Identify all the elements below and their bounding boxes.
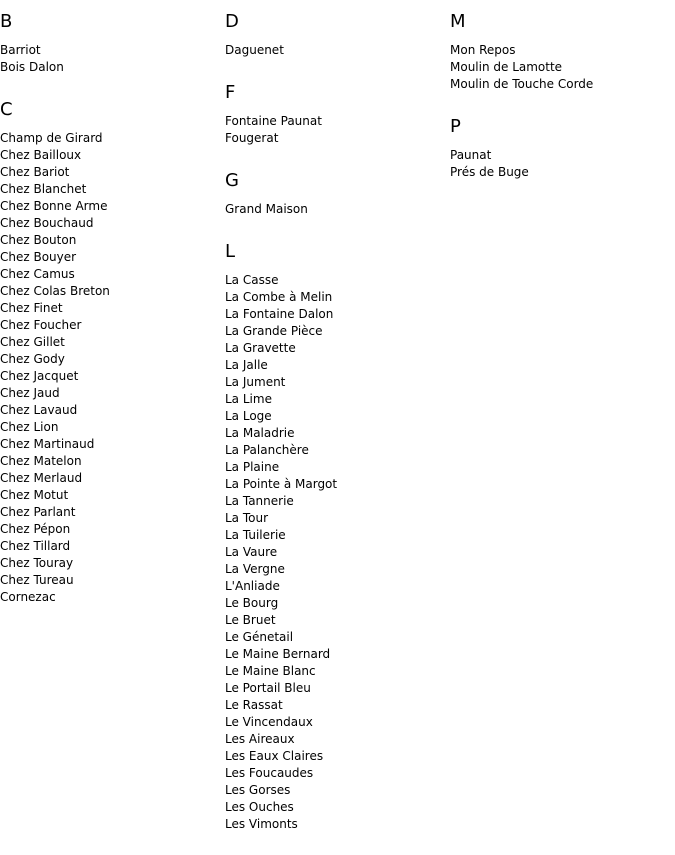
place-name: La Vaure <box>225 545 278 559</box>
place-name: Les Gorses <box>225 783 291 797</box>
place-name: Grand Maison <box>225 202 308 216</box>
place-name: Chez Matelon <box>0 454 82 468</box>
place-name: Chez Martinaud <box>0 437 95 451</box>
place-name: Chez Blanchet <box>0 182 87 196</box>
place-name: Le Rassat <box>225 698 283 712</box>
place-name: La Pointe à Margot <box>225 477 338 491</box>
index-column-1 <box>0 10 220 628</box>
letter-group <box>450 115 675 181</box>
letter-heading: B <box>0 11 13 32</box>
letter-heading: P <box>450 116 461 137</box>
place-name: Chez Pépon <box>0 522 71 536</box>
letter-group <box>225 81 445 147</box>
letter-heading: F <box>225 82 236 103</box>
place-name: Champ de Girard <box>0 131 103 145</box>
place-name: La Jument <box>225 375 286 389</box>
place-list <box>450 42 675 93</box>
place-name: Chez Finet <box>0 301 63 315</box>
place-list <box>225 42 445 59</box>
place-name: Chez Tillard <box>0 539 71 553</box>
place-list <box>0 130 220 606</box>
letter-heading: G <box>225 170 239 191</box>
place-name: Mon Repos <box>450 43 516 57</box>
place-name: Chez Bariot <box>0 165 70 179</box>
place-name: La Casse <box>225 273 279 287</box>
letter-heading: L <box>225 241 236 262</box>
place-name: La Jalle <box>225 358 268 372</box>
place-name: La Palanchère <box>225 443 309 457</box>
letter-group <box>225 240 445 833</box>
place-name: Le Maine Blanc <box>225 664 316 678</box>
place-name: Prés de Buge <box>450 165 529 179</box>
letter-heading: C <box>0 99 13 120</box>
place-name: La Lime <box>225 392 272 406</box>
place-name: Moulin de Touche Corde <box>450 77 594 91</box>
place-name: Chez Gillet <box>0 335 65 349</box>
place-name: Chez Motut <box>0 488 69 502</box>
place-name: Les Eaux Claires <box>225 749 324 763</box>
place-list <box>225 113 445 147</box>
place-name: La Combe à Melin <box>225 290 333 304</box>
place-name: L'Anliade <box>225 579 280 593</box>
place-name: Les Ouches <box>225 800 294 814</box>
place-name: La Grande Pièce <box>225 324 323 338</box>
place-name: Chez Gody <box>0 352 65 366</box>
letter-heading: D <box>225 11 239 32</box>
place-name: Chez Tureau <box>0 573 74 587</box>
letter-group <box>450 10 675 93</box>
place-name: Chez Merlaud <box>0 471 83 485</box>
place-name: Cornezac <box>0 590 56 604</box>
place-name: Chez Camus <box>0 267 75 281</box>
place-name: La Tour <box>225 511 269 525</box>
index-column-3 <box>450 10 675 203</box>
place-list <box>225 272 445 833</box>
place-name: Chez Colas Breton <box>0 284 110 298</box>
place-name: Chez Bonne Arme <box>0 199 108 213</box>
place-name: La Tannerie <box>225 494 294 508</box>
place-name: La Loge <box>225 409 272 423</box>
place-name: Le Portail Bleu <box>225 681 311 695</box>
place-name: Chez Bouton <box>0 233 77 247</box>
place-name: Chez Bouchaud <box>0 216 94 230</box>
letter-group <box>225 169 445 218</box>
place-name: Paunat <box>450 148 492 162</box>
place-name: Les Vimonts <box>225 817 298 831</box>
place-name: La Gravette <box>225 341 296 355</box>
place-name: Chez Bailloux <box>0 148 82 162</box>
place-name: Chez Bouyer <box>0 250 77 264</box>
letter-group <box>225 10 445 59</box>
place-name: Le Maine Bernard <box>225 647 331 661</box>
place-name: La Plaine <box>225 460 280 474</box>
place-name: Barriot <box>0 43 41 57</box>
place-name: Daguenet <box>225 43 284 57</box>
place-name: Fontaine Paunat <box>225 114 322 128</box>
place-name: Le Vincendaux <box>225 715 313 729</box>
letter-group <box>0 10 220 76</box>
place-name: Bois Dalon <box>0 60 64 74</box>
place-name: Le Génetail <box>225 630 294 644</box>
place-name: Moulin de Lamotte <box>450 60 563 74</box>
place-name: Chez Jaud <box>0 386 60 400</box>
place-list <box>450 147 675 181</box>
place-list <box>225 201 445 218</box>
place-name: La Tuilerie <box>225 528 286 542</box>
place-name: Le Bourg <box>225 596 279 610</box>
letter-heading: M <box>450 11 466 32</box>
place-name: Chez Parlant <box>0 505 76 519</box>
place-name: La Vergne <box>225 562 285 576</box>
place-name: Chez Lion <box>0 420 59 434</box>
place-name: Chez Foucher <box>0 318 82 332</box>
place-name: Chez Lavaud <box>0 403 78 417</box>
place-name: Fougerat <box>225 131 279 145</box>
index-column-2 <box>225 10 445 855</box>
place-name: Les Foucaudes <box>225 766 314 780</box>
place-name: Le Bruet <box>225 613 276 627</box>
letter-group <box>0 98 220 606</box>
place-name: Les Aireaux <box>225 732 295 746</box>
place-name: La Fontaine Dalon <box>225 307 334 321</box>
place-name: La Maladrie <box>225 426 295 440</box>
place-name: Chez Touray <box>0 556 74 570</box>
place-list <box>0 42 220 76</box>
place-name: Chez Jacquet <box>0 369 79 383</box>
